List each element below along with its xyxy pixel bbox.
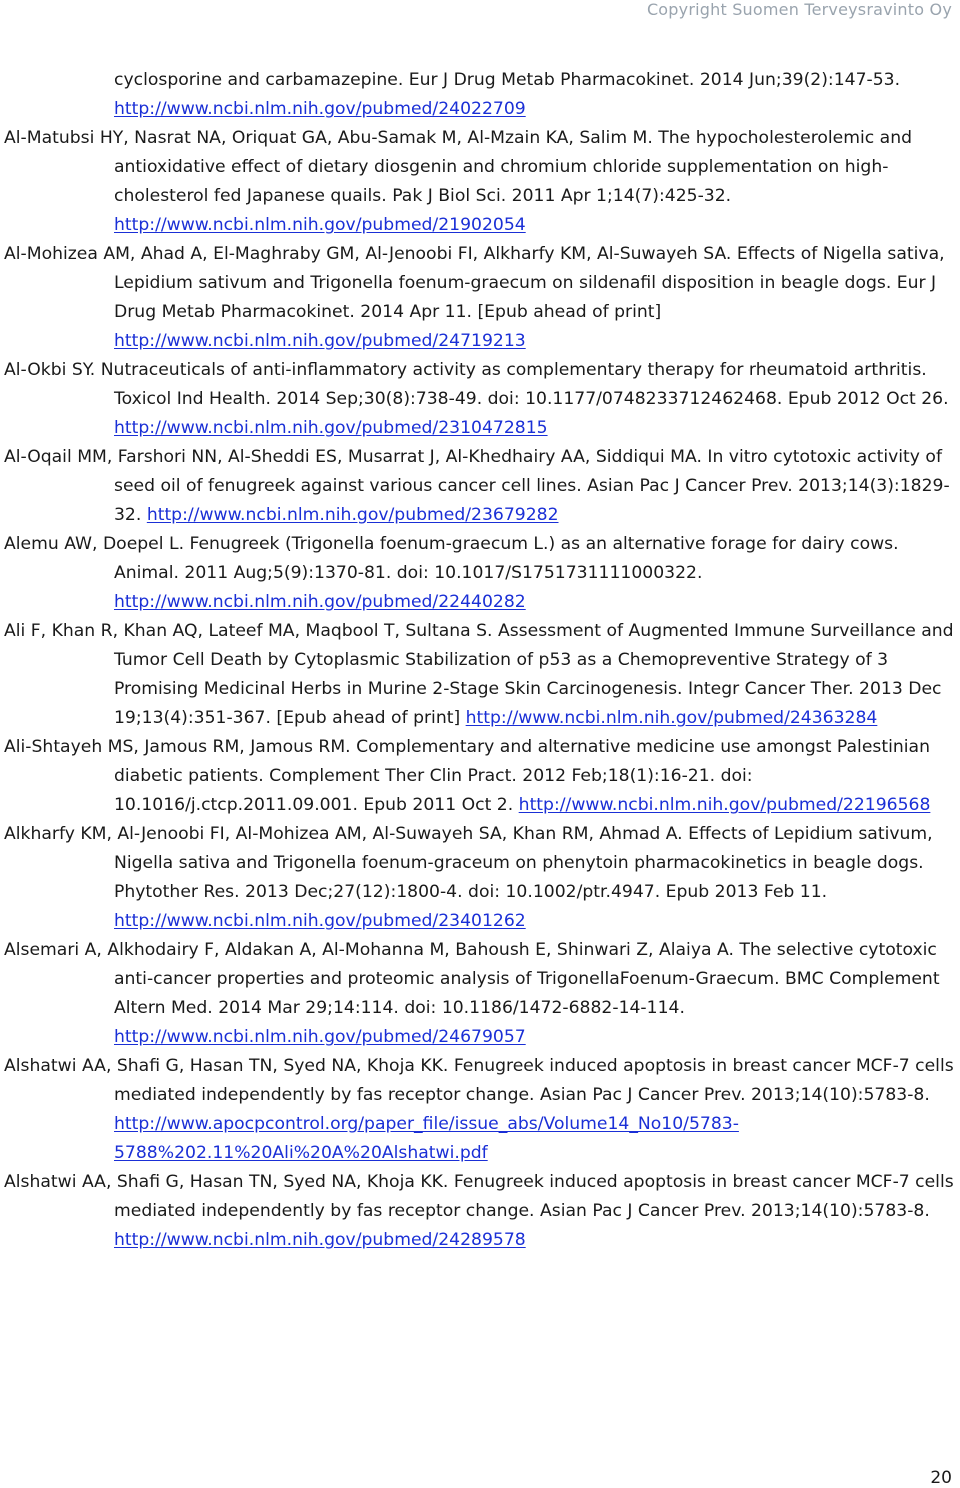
reference-item [4,1052,954,1168]
reference-text: Al-Matubsi HY, Nasrat NA, Oriquat GA, Abu-Samak M, Al-Mzain KA, Salim M. The hypocholesterolemic and antioxidative effect of dietary diosgenin and chromium chloride supplementation on high-cholesterol fed Japanese quails. Pak J Biol Sci. 2011 Apr 1;14(7):425-32. [4,128,913,206]
reference-text: Al-Oqail MM, Farshori NN, Al-Sheddi ES, Musarrat J, Al-Khedhairy AA, Siddiqui MA. In vitro cytotoxic activity of seed oil of fenugreek against various cancer cell lines. Asian Pac J Cancer Prev. 2013;14(3):1829-32. [4,447,950,525]
reference-link[interactable]: http://www.ncbi.nlm.nih.gov/pubmed/22440282 [114,592,526,612]
reference-item [4,443,954,530]
copyright-watermark: Copyright Suomen Terveysravinto Oy [646,0,952,19]
reference-item [4,733,954,820]
reference-text: Alshatwi AA, Shafi G, Hasan TN, Syed NA, Khoja KK. Fenugreek induced apoptosis in breast cancer MCF-7 cells mediated independently by fas receptor change. Asian Pac J Cancer Prev. 2013;14(10):5783-8. [4,1056,954,1105]
reference-link[interactable]: http://www.ncbi.nlm.nih.gov/pubmed/23401262 [114,911,526,931]
reference-text: Ali F, Khan R, Khan AQ, Lateef MA, Maqbool T, Sultana S. Assessment of Augmented Immune Surveillance and Tumor Cell Death by Cytoplasmic Stabilization of p53 as a Chemopreventive Strategy of 3 Promising Medicinal Herbs in Murine 2-Stage Skin Carcinogenesis. Integr Cancer Ther. 2013 Dec 19;13(4):351-367. [Epub ahead of print] [4,621,954,728]
reference-link[interactable]: http://www.ncbi.nlm.nih.gov/pubmed/24289578 [114,1230,526,1250]
reference-item [4,1168,954,1255]
reference-link[interactable]: http://www.ncbi.nlm.nih.gov/pubmed/21902054 [114,215,526,235]
reference-item [4,820,954,936]
reference-item [4,124,954,240]
page-number: 20 [930,1468,952,1488]
reference-link[interactable]: http://www.apocpcontrol.org/paper_file/issue_abs/Volume14_No10/5783-5788%202.11%20Ali%20A%20Alshatwi.pdf [114,1114,739,1163]
reference-text: Al-Mohizea AM, Ahad A, El-Maghraby GM, Al-Jenoobi FI, Alkharfy KM, Al-Suwayeh SA. Effects of Nigella sativa, Lepidium sativum and Trigonella foenum-graecum on sildenafil disposition in beagle dogs. Eur J Drug Metab Pharmacokinet. 2014 Apr 11. [Epub ahead of print] [4,244,945,322]
reference-list [4,66,954,1255]
reference-link[interactable]: http://www.ncbi.nlm.nih.gov/pubmed/24363284 [465,708,878,728]
reference-item [4,617,954,733]
reference-link[interactable]: http://www.ncbi.nlm.nih.gov/pubmed/24022709 [114,99,526,119]
reference-text: Alshatwi AA, Shafi G, Hasan TN, Syed NA, Khoja KK. Fenugreek induced apoptosis in breast cancer MCF-7 cells mediated independently by fas receptor change. Asian Pac J Cancer Prev. 2013;14(10):5783-8. [4,1172,954,1221]
reference-item [4,356,954,443]
reference-text: Alkharfy KM, Al-Jenoobi FI, Al-Mohizea AM, Al-Suwayeh SA, Khan RM, Ahmad A. Effects of Lepidium sativum, Nigella sativa and Trigonella foenum-graceum on phenytoin pharmacokinetics in beagle dogs. Phytother Res. 2013 Dec;27(12):1800-4. doi: 10.1002/ptr.4947. Epub 2013 Feb 11. [4,824,933,902]
reference-text: Ali-Shtayeh MS, Jamous RM, Jamous RM. Complementary and alternative medicine use amongst Palestinian diabetic patients. Complement Ther Clin Pract. 2012 Feb;18(1):16-21. doi: 10.1016/j.ctcp.2011.09.001. Epub 2011 Oct 2. [4,737,930,815]
reference-link[interactable]: http://www.ncbi.nlm.nih.gov/pubmed/22196568 [518,795,931,815]
reference-item [4,240,954,356]
reference-link[interactable]: http://www.ncbi.nlm.nih.gov/pubmed/24679057 [114,1027,526,1047]
reference-link[interactable]: http://www.ncbi.nlm.nih.gov/pubmed/2310472815 [114,418,548,438]
reference-item [4,936,954,1052]
reference-link[interactable]: http://www.ncbi.nlm.nih.gov/pubmed/23679282 [146,505,559,525]
reference-text: cyclosporine and carbamazepine. Eur J Drug Metab Pharmacokinet. 2014 Jun;39(2):147-53. [114,70,901,90]
reference-text: Alsemari A, Alkhodairy F, Aldakan A, Al-Mohanna M, Bahoush E, Shinwari Z, Alaiya A. The selective cytotoxic anti-cancer properties and proteomic analysis of TrigonellaFoenum-Graecum. BMC Complement Altern Med. 2014 Mar 29;14:114. doi: 10.1186/1472-6882-14-114. [4,940,940,1018]
reference-text: Al-Okbi SY. Nutraceuticals of anti-inflammatory activity as complementary therapy for rheumatoid arthritis. Toxicol Ind Health. 2014 Sep;30(8):738-49. doi: 10.1177/0748233712462468. Epub 2012 Oct 26. [4,360,949,409]
reference-item [4,530,954,617]
reference-item [4,66,954,124]
reference-text: Alemu AW, Doepel L. Fenugreek (Trigonella foenum-graecum L.) as an alternative forage for dairy cows. Animal. 2011 Aug;5(9):1370-81. doi: 10.1017/S1751731111000322. [4,534,899,583]
reference-link[interactable]: http://www.ncbi.nlm.nih.gov/pubmed/24719213 [114,331,526,351]
